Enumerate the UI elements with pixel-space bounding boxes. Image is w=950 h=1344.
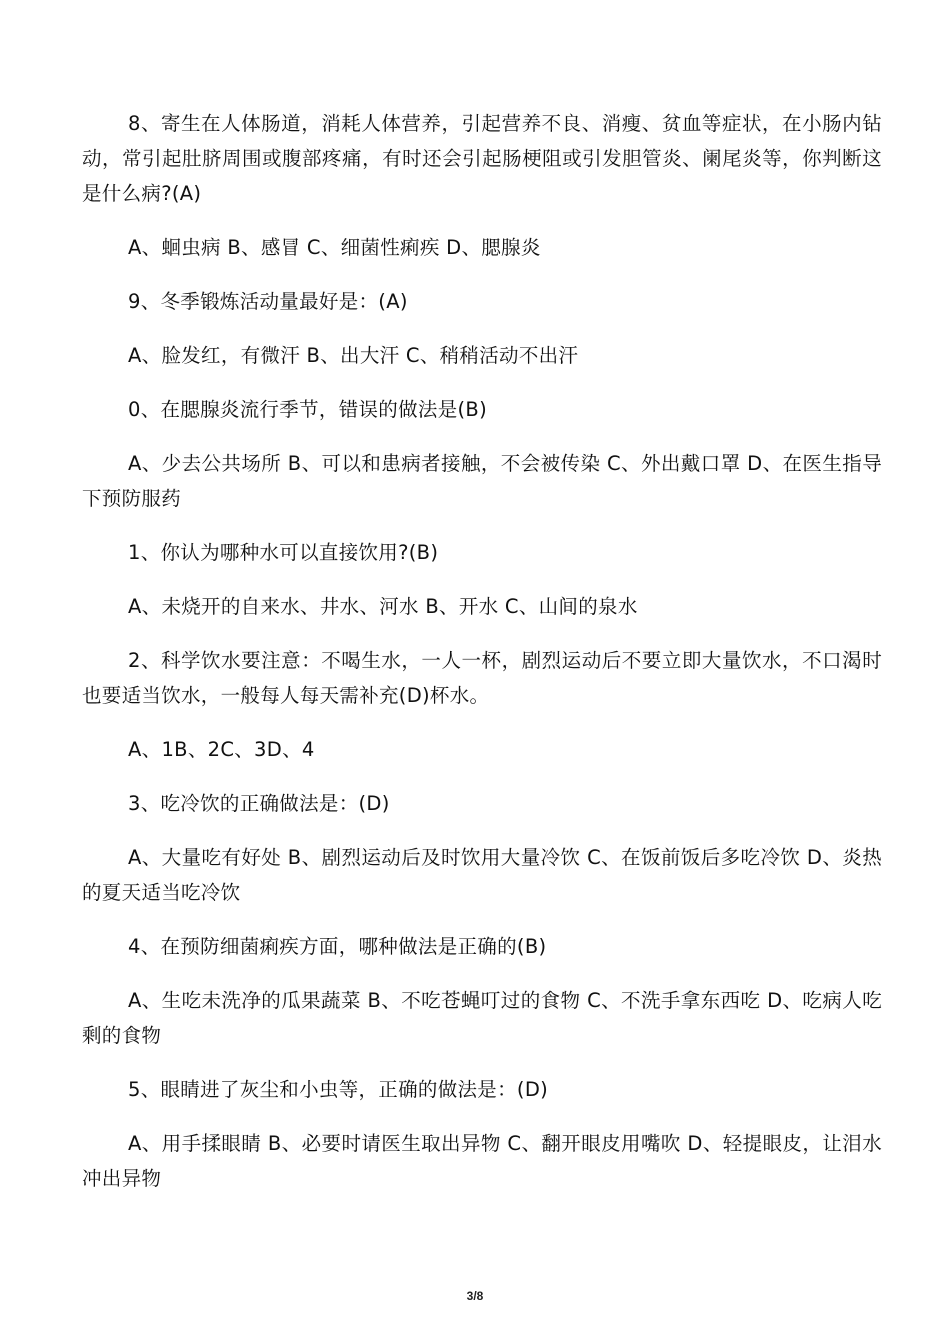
answer-options-12: A、1B、2C、3D、4 xyxy=(128,738,315,761)
question-9: 9、冬季锻炼活动量最好是：(A) xyxy=(128,290,408,313)
answer-options-11: A、未烧开的自来水、井水、河水 B、开水 C、山间的泉水 xyxy=(128,595,638,618)
question-10: 0、在腮腺炎流行季节，错误的做法是(B) xyxy=(128,398,487,421)
answer-options-10: A、少去公共场所 B、可以和患病者接触，不会被传染 C、外出戴口罩 D、在医生指导下预防服药 xyxy=(82,452,882,510)
answer-options-15: A、用手揉眼睛 B、必要时请医生取出异物 C、翻开眼皮用嘴吹 D、轻提眼皮，让泪水冲出异物 xyxy=(82,1132,882,1190)
question-13: 3、吃冷饮的正确做法是：(D) xyxy=(128,792,390,815)
answer-options-14: A、生吃未洗净的瓜果蔬菜 B、不吃苍蝇叮过的食物 C、不洗手拿东西吃 D、吃病人吃剩的食物 xyxy=(82,989,882,1047)
answer-options-8: A、蛔虫病 B、感冒 C、细菌性痢疾 D、腮腺炎 xyxy=(128,236,541,259)
question-15: 5、眼睛进了灰尘和小虫等，正确的做法是：(D) xyxy=(128,1078,549,1101)
page-number: 3/8 xyxy=(466,1289,484,1303)
answer-options-13: A、大量吃有好处 B、剧烈运动后及时饮用大量冷饮 C、在饭前饭后多吃冷饮 D、炎热的夏天适当吃冷饮 xyxy=(82,846,882,904)
document-body xyxy=(82,106,882,1215)
question-8: 8、寄生在人体肠道，消耗人体营养，引起营养不良、消瘦、贫血等症状，在小肠内钻动，常引起肚脐周围或腹部疼痛，有时还会引起肠梗阻或引发胆管炎、阑尾炎等，你判断这是什么病?(A) xyxy=(82,112,882,205)
question-14: 4、在预防细菌痢疾方面，哪种做法是正确的(B) xyxy=(128,935,547,958)
answer-options-9: A、脸发红，有微汗 B、出大汗 C、稍稍活动不出汗 xyxy=(128,344,579,367)
question-12: 2、科学饮水要注意：不喝生水，一人一杯，剧烈运动后不要立即大量饮水，不口渴时也要适当饮水，一般每人每天需补充(D)杯水。 xyxy=(82,649,882,707)
question-11: 1、你认为哪种水可以直接饮用?(B) xyxy=(128,541,439,564)
